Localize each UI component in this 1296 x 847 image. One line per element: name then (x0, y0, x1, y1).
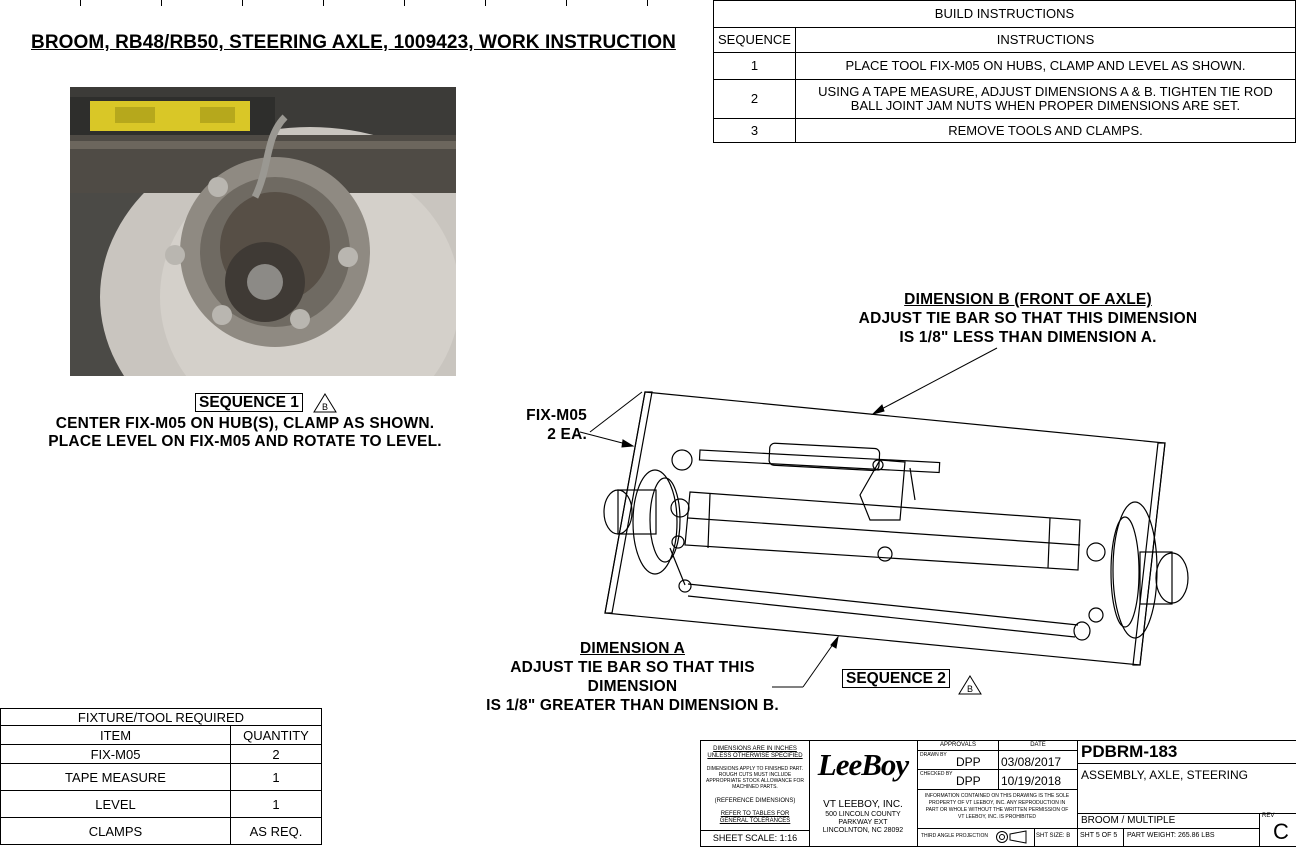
sequence-1-note: CENTER FIX-M05 ON HUB(S), CLAMP AS SHOWN. PLACE LEVEL ON FIX-M05 AND ROTATE TO LEVEL. (48, 415, 442, 450)
col-instructions: INSTRUCTIONS (795, 28, 1295, 53)
revision-value: C (1273, 819, 1289, 844)
tolerance-note: REFER TO TABLES FOR GENERAL TOLERANCES (719, 811, 791, 824)
rev-label: REV (1262, 813, 1275, 819)
sheet-number: SHT 5 OF 5 (1080, 832, 1118, 839)
fixture-callout: FIX-M05 2 EA. (526, 407, 587, 443)
proprietary-notice: INFORMATION CONTAINED ON THIS DRAWING IS THE SOLE PROPERTY OF VT LEEBOY, INC. ANY REPRODUCTION IN PART OR WHOLE WITHOUT THE WRITTEN PERMISSION OF VT LEEBOY, INC. IS PROHIBITED (924, 793, 1070, 820)
dimension-a-title: DIMENSION A (580, 640, 685, 657)
dims-note: DIMENSIONS ARE IN INCHES UNLESS OTHERWISE SPECIFIED (707, 746, 803, 759)
fixture-table-heading: FIXTURE/TOOL REQUIRED (1, 709, 322, 726)
table-row: 3 REMOVE TOOLS AND CLAMPS. (714, 119, 1296, 143)
model-name: BROOM / MULTIPLE (1081, 815, 1176, 826)
approvals-block: APPROVALS DATE DRAWN BY DPP 03/08/2017 CHECKED BY DPP 10/19/2018 INFORMATION CONTAINED ON THIS DRAWING IS THE SOLE PROPERTY OF VT LEEBOY, INC. ANY REPRODUCTION IN PART OR WHOLE WITHOUT THE WRITTEN PERMISSION OF VT LEEBOY, INC. IS PROHIBITED THIRD ANGLE PROJECTION SHT SIZE: B (918, 741, 1077, 846)
table-row: LEVEL 1 (1, 791, 322, 818)
drawing-description: ASSEMBLY, AXLE, STEERING (1081, 768, 1248, 782)
table-row: TAPE MEASURE 1 (1, 764, 322, 791)
revision-letter: B (321, 402, 329, 412)
third-angle-projection-icon (995, 830, 1029, 844)
leeboy-logo: LeeBoy (817, 747, 909, 782)
table-row: CLAMPS AS REQ. (1, 818, 322, 845)
col-item: ITEM (1, 726, 231, 745)
dimension-b-note: DIMENSION B (FRONT OF AXLE) ADJUST TIE BAR SO THAT THIS DIMENSION IS 1/8" LESS THAN DIMENSION A. (848, 290, 1208, 347)
projection-label: THIRD ANGLE PROJECTION (921, 833, 988, 839)
document-title: BROOM, RB48/RB50, STEERING AXLE, 1009423, WORK INSTRUCTION (31, 32, 676, 53)
col-quantity: QUANTITY (231, 726, 322, 745)
document-number: PDBRM-183 (1081, 742, 1178, 761)
revision-letter: B (966, 684, 974, 694)
table-row: 2 USING A TAPE MEASURE, ADJUST DIMENSIONS A & B. TIGHTEN TIE ROD BALL JOINT JAM NUTS WHEN PROPER DIMENSIONS ARE SET. (714, 80, 1296, 119)
col-sequence: SEQUENCE (714, 28, 796, 53)
part-weight: PART WEIGHT: 265.86 LBS (1127, 832, 1215, 839)
table-row: 1 PLACE TOOL FIX-M05 ON HUBS, CLAMP AND LEVEL AS SHOWN. (714, 53, 1296, 80)
company-address: 500 LINCOLN COUNTY PARKWAY EXT LINCOLNTON, NC 28092 (822, 811, 904, 834)
reference-dims: (REFERENCE DIMENSIONS) (714, 798, 796, 804)
drawn-by: DPP (956, 755, 981, 769)
dims-apply-note: DIMENSIONS APPLY TO FINISHED PART. ROUGH CUTS MUST INCLUDE APPROPRIATE STOCK ALLOWANCE FOR MACHINED PARTS. (706, 766, 804, 790)
checked-by: DPP (956, 774, 981, 788)
sheet-scale: SHEET SCALE: 1:16 (712, 833, 798, 843)
title-block (700, 740, 1296, 847)
table-row: FIX-M05 2 (1, 745, 322, 764)
dimension-b-title: DIMENSION B (FRONT OF AXLE) (904, 291, 1152, 308)
sheet-size: SHT SIZE: B (1036, 833, 1071, 839)
checked-date: 10/19/2018 (1001, 774, 1062, 788)
sequence-2-label: SEQUENCE 2 (842, 669, 950, 688)
sequence-1-label: SEQUENCE 1 (195, 393, 303, 412)
build-table-heading: BUILD INSTRUCTIONS (714, 1, 1296, 28)
drawn-date: 03/08/2017 (1001, 755, 1062, 769)
company-name: VT LEEBOY, INC. (823, 799, 903, 810)
dimension-a-note: DIMENSION A ADJUST TIE BAR SO THAT THIS DIMENSION IS 1/8" GREATER THAN DIMENSION B. (470, 639, 795, 715)
fixture-tool-table (0, 708, 322, 845)
